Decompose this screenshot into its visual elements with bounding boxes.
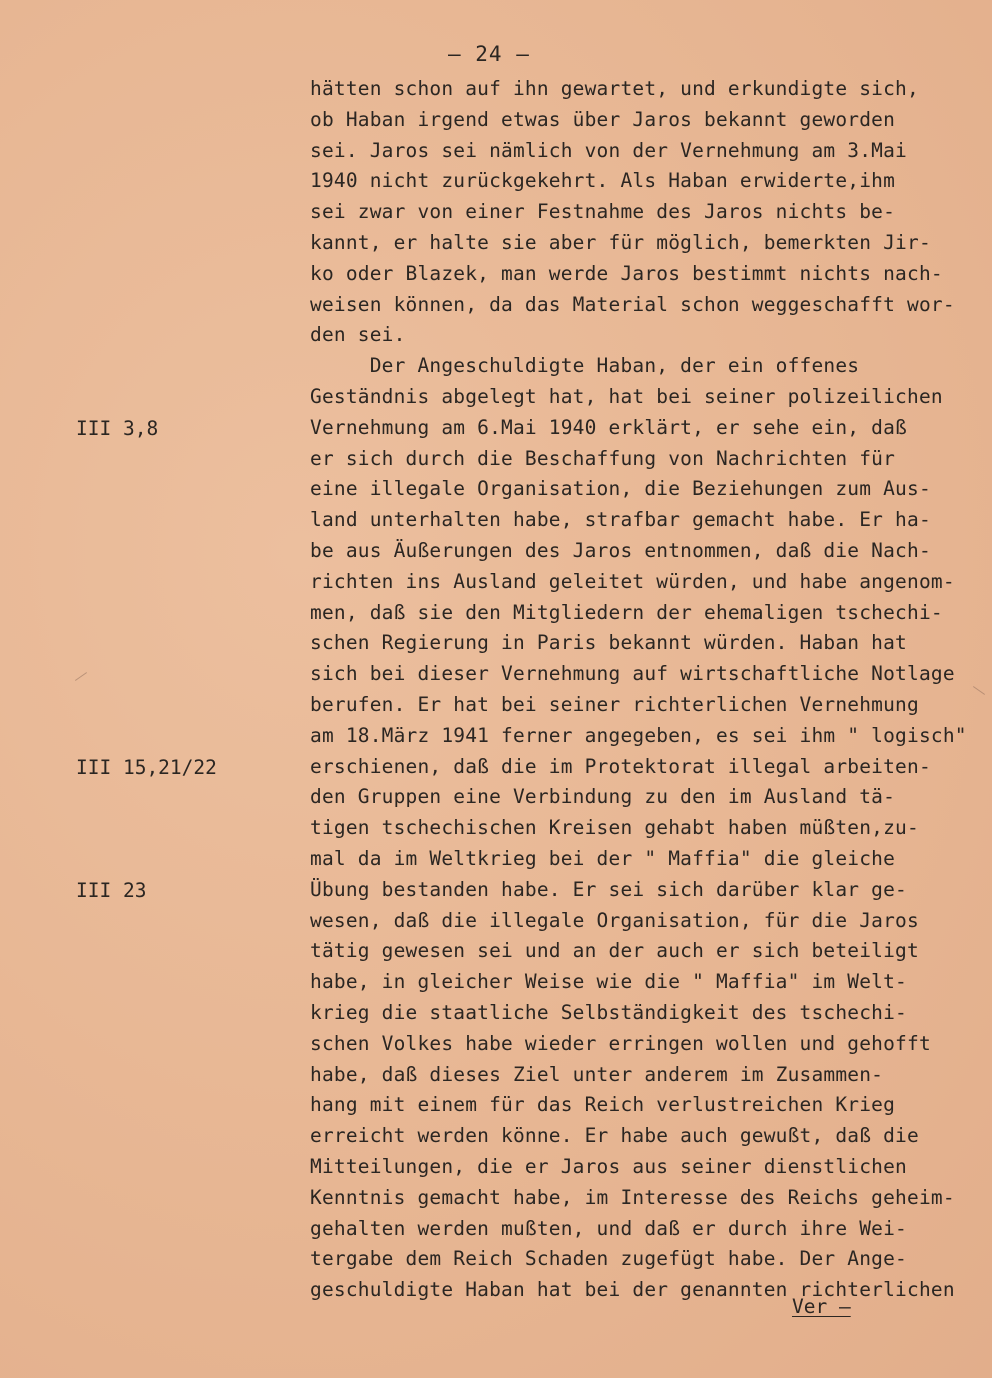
text-line: land unterhalten habe, strafbar gemacht habe. Er ha-: [310, 508, 931, 532]
text-line: ko oder Blazek, man werde Jaros bestimmt nichts nach-: [310, 261, 943, 285]
text-line: habe, in gleicher Weise wie die " Maffia" im Welt-: [310, 970, 907, 994]
text-line: Geständnis abgelegt hat, hat bei seiner polizeilichen: [310, 385, 943, 408]
text-line: geschuldigte Haban hat bei der genannten richterlichen: [310, 1278, 955, 1302]
text-line: Mitteilungen, die er Jaros aus seiner dienstlichen: [310, 1155, 907, 1178]
text-line: den Gruppen eine Verbindung zu den im Ausland tä-: [310, 785, 896, 809]
text-line: kannt, er halte sie aber für möglich, bemerkten Jir-: [310, 231, 931, 254]
text-line: sei. Jaros sei nämlich von der Vernehmung am 3.Mai: [310, 138, 907, 162]
text-line: schen Regierung in Paris bekannt würden. Haban hat: [310, 631, 907, 655]
page-number: – 24 –: [448, 42, 530, 66]
text-line: mal da im Weltkrieg bei der " Maffia" die gleiche: [310, 847, 896, 870]
text-line: habe, daß dieses Ziel unter anderem im Zusammen-: [310, 1062, 884, 1086]
text-line: berufen. Er hat bei seiner richterlichen Vernehmung: [310, 693, 919, 716]
text-line: Kenntnis gemacht habe, im Interesse des Reichs geheim-: [310, 1185, 955, 1209]
pencil-mark: [75, 672, 87, 681]
text-line: den sei.: [310, 323, 406, 347]
text-line: tätig gewesen sei und an der auch er sich beteiligt: [310, 939, 919, 963]
margin-note: III 23: [76, 878, 147, 902]
text-line: weisen können, da das Material schon weggeschafft wor-: [310, 292, 955, 316]
text-line: Übung bestanden habe. Er sei sich darüber klar ge-: [310, 877, 907, 901]
text-line: hätten schon auf ihn gewartet, und erkundigte sich,: [310, 77, 919, 100]
text-line: er sich durch die Beschaffung von Nachrichten für: [310, 446, 896, 470]
text-line: 1940 nicht zurückgekehrt. Als Haban erwiderte,ihm: [310, 169, 896, 193]
text-line: eine illegale Organisation, die Beziehungen zum Aus-: [310, 477, 931, 501]
text-line: erreicht werden könne. Er habe auch gewußt, daß die: [310, 1124, 919, 1148]
text-line: richten ins Ausland geleitet würden, und habe angenom-: [310, 569, 955, 593]
text-line: wesen, daß die illegale Organisation, für die Jaros: [310, 908, 919, 932]
text-line: sich bei dieser Vernehmung auf wirtschaftliche Notlage: [310, 662, 955, 686]
text-line: sei zwar von einer Festnahme des Jaros nichts be-: [310, 200, 896, 224]
text-line: men, daß sie den Mitgliedern der ehemaligen tschechi-: [310, 600, 943, 624]
text-line: tergabe dem Reich Schaden zugefügt habe. Der Ange-: [310, 1247, 907, 1271]
text-line: am 18.März 1941 ferner angegeben, es sei ihm " logisch": [310, 723, 967, 747]
catchword: Ver –: [792, 1295, 851, 1318]
text-line: Der Angeschuldigte Haban, der ein offenes: [310, 354, 860, 378]
margin-note: III 15,21/22: [76, 755, 217, 779]
margin-note: III 3,8: [76, 416, 159, 440]
text-line: schen Volkes habe wieder erringen wollen und gehofft: [310, 1031, 931, 1055]
text-line: erschienen, daß die im Protektorat illegal arbeiten-: [310, 754, 931, 778]
text-line: krieg die staatliche Selbständigkeit des tschechi-: [310, 1001, 907, 1024]
text-line: be aus Äußerungen des Jaros entnommen, daß die Nach-: [310, 539, 931, 562]
text-line: gehalten werden mußten, und daß er durch ihre Wei-: [310, 1216, 907, 1240]
text-line: Vernehmung am 6.Mai 1940 erklärt, er sehe ein, daß: [310, 415, 907, 439]
text-line: tigen tschechischen Kreisen gehabt haben müßten,zu-: [310, 816, 919, 840]
text-line: ob Haban irgend etwas über Jaros bekannt geworden: [310, 107, 896, 131]
text-line: hang mit einem für das Reich verlustreichen Krieg: [310, 1093, 896, 1117]
